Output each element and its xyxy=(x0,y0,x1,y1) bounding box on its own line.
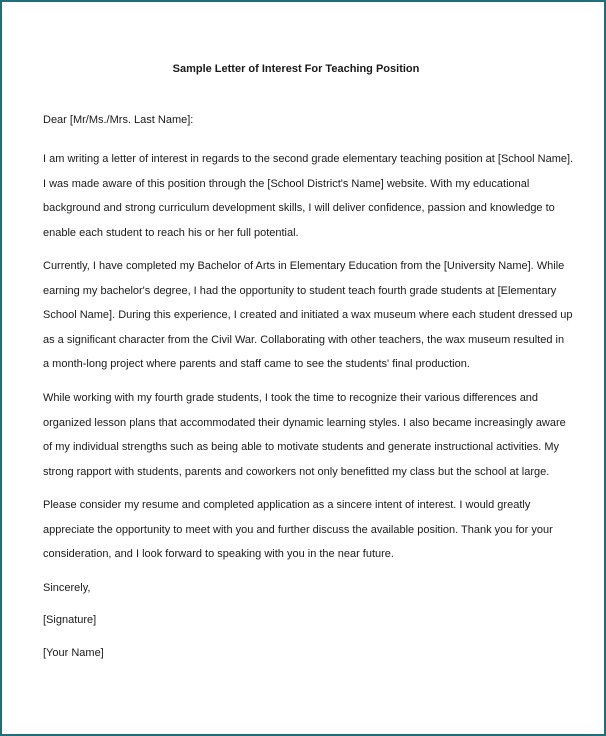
paragraph-4 xyxy=(43,493,563,567)
paragraph-line: earning my bachelor's degree, I had the opportunity to student teach fourth grade students at [Elementary xyxy=(43,284,557,297)
paragraph-line: enable each student to reach his or her full potential. xyxy=(43,226,299,239)
paragraph-line: While working with my fourth grade students, I took the time to recognize their various differences and xyxy=(43,392,539,404)
paragraph-line: strong rapport with students, parents and coworkers not only benefitted my class but the school at large. xyxy=(43,465,550,478)
paragraph-line: I was made aware of this position through the [School District's Name] website. With my educational xyxy=(43,177,530,190)
paragraph-line: a month-long project where parents and staff came to see the students' final production. xyxy=(43,358,470,371)
paragraph-2 xyxy=(43,254,573,377)
salutation: Dear [Mr/Ms./Mrs. Last Name]: xyxy=(43,114,194,126)
paragraph-line: Currently, I have completed my Bachelor of Arts in Elementary Education from the [University Name]. While xyxy=(43,260,565,272)
paragraph-1 xyxy=(43,147,574,245)
paragraph-line: I am writing a letter of interest in regards to the second grade elementary teaching position at [School Name]. xyxy=(43,153,574,165)
signature-placeholder: [Signature] xyxy=(43,614,97,626)
letter-title: Sample Letter of Interest For Teaching Position xyxy=(172,63,420,75)
paragraph-line: of my individual strengths such as being able to motivate students and generate instructional activities. My xyxy=(43,441,560,454)
paragraph-line: organized lesson plans that accommodated their dynamic learning styles. I also became increasingly aware xyxy=(43,416,566,429)
paragraph-line: Please consider my resume and completed application as a sincere intent of interest. I would greatly xyxy=(43,499,531,511)
paragraph-line: background and strong curriculum development skills, I will deliver confidence, passion and knowledge to xyxy=(43,202,555,215)
paragraph-line: School Name]. During this experience, I created and initiated a wax museum where each student dressed up xyxy=(43,309,573,322)
paragraph-line: appreciate the opportunity to meet with you and further discuss the available position. Thank you for your xyxy=(43,523,553,536)
paragraph-3 xyxy=(43,386,566,484)
name-placeholder: [Your Name] xyxy=(43,647,104,659)
paragraph-line: as a significant character from the Civil War. Collaborating with other teachers, the wax museum resulted in xyxy=(43,333,565,346)
paragraph-line: consideration, and I look forward to speaking with you in the near future. xyxy=(43,548,394,561)
closing: Sincerely, xyxy=(43,582,91,594)
